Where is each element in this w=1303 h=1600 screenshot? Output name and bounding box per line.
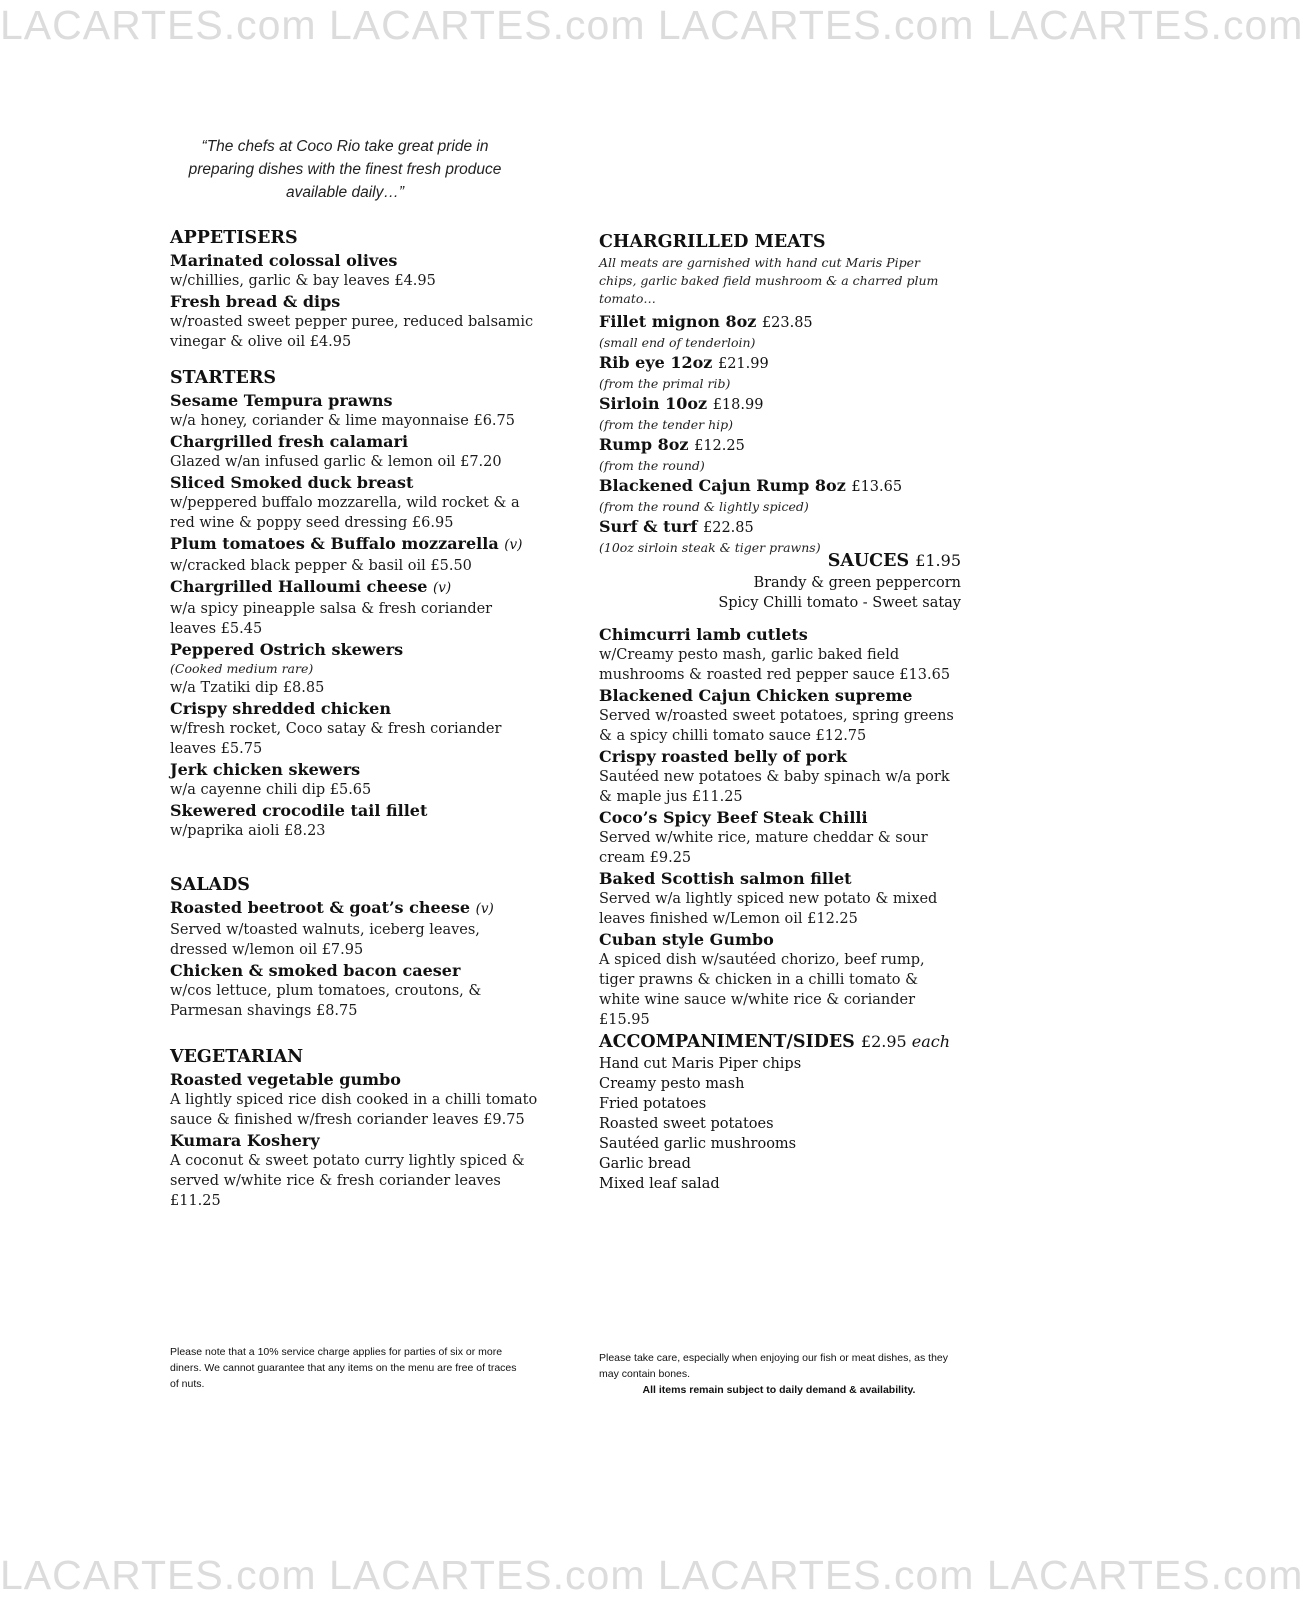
item-desc: A lightly spiced rice dish cooked in a chilli tomato sauce & finished w/fresh coriander leaves £9.75 xyxy=(170,1092,538,1128)
item-desc: Served w/roasted sweet potatoes, spring greens & a spicy chilli tomato sauce £12.75 xyxy=(599,708,954,744)
section-note: All meats are garnished with hand cut Maris Piper chips, garlic baked field mushroom & a charred plum tomato… xyxy=(599,255,939,306)
item-name-text: Roasted beetroot & goat’s cheese xyxy=(170,898,471,917)
section-title: SALADS xyxy=(170,875,250,895)
item-price: £13.65 xyxy=(851,479,903,495)
menu-item xyxy=(599,685,961,746)
item-desc: Served w/a lightly spiced new potato & mixed leaves finished w/Lemon oil £12.25 xyxy=(599,891,938,927)
item-desc: Served w/white rice, mature cheddar & sour cream £9.25 xyxy=(599,830,928,866)
item-subnote: (10oz sirloin steak & tiger prawns) xyxy=(599,540,821,555)
menu-item xyxy=(599,929,961,1030)
item-price: £22.85 xyxy=(703,520,754,536)
sides-price: £2.95 xyxy=(860,1032,907,1051)
item-name-text: Chicken & smoked bacon caeser xyxy=(170,961,461,980)
item-name: Crispy roasted belly of pork xyxy=(599,747,847,766)
item-subnote: (Cooked medium rare) xyxy=(170,661,314,676)
item-name xyxy=(599,516,961,539)
menu-item xyxy=(599,624,961,685)
item-desc: A coconut & sweet potato curry lightly spiced & served w/white rice & fresh coriander leaves £11.25 xyxy=(170,1153,525,1209)
side-item: Fried potatoes xyxy=(599,1096,707,1112)
side-item: Hand cut Maris Piper chips xyxy=(599,1056,802,1072)
menu-item xyxy=(170,431,540,472)
menu-item xyxy=(170,390,540,431)
item-name: Blackened Cajun Chicken supreme xyxy=(599,686,913,705)
menu-item xyxy=(170,897,540,960)
item-desc: w/chillies, garlic & bay leaves £4.95 xyxy=(170,273,436,289)
item-name xyxy=(599,352,961,375)
section-title: VEGETARIAN xyxy=(170,1047,304,1067)
side-item: Sautéed garlic mushrooms xyxy=(599,1136,797,1152)
item-name-text: Blackened Cajun Rump 8oz xyxy=(599,476,846,495)
item-desc: w/peppered buffalo mozzarella, wild rocket & a red wine & poppy seed dressing £6.95 xyxy=(170,495,520,531)
menu-item xyxy=(599,475,961,516)
item-name: Baked Scottish salmon fillet xyxy=(599,869,852,888)
appetisers-section xyxy=(170,226,540,352)
sides-each: each xyxy=(911,1032,951,1051)
item-name: Chimcurri lamb cutlets xyxy=(599,625,808,644)
item-desc: w/cracked black pepper & basil oil £5.50 xyxy=(170,558,472,574)
item-subnote: (from the primal rib) xyxy=(599,376,731,391)
salads-section xyxy=(170,873,540,1021)
section-title: CHARGRILLED MEATS xyxy=(599,232,826,252)
item-name xyxy=(170,639,540,660)
sauces-title: SAUCES xyxy=(827,551,910,571)
side-item: Garlic bread xyxy=(599,1156,691,1172)
item-name xyxy=(599,434,961,457)
sides-price-group xyxy=(861,1032,950,1051)
item-name xyxy=(599,311,961,334)
menu-item xyxy=(170,639,540,698)
item-name: Kumara Koshery xyxy=(170,1131,320,1150)
item-desc: w/Creamy pesto mash, garlic baked field mushrooms & roasted red pepper sauce £13.65 xyxy=(599,647,951,683)
item-name-text: Chargrilled Halloumi cheese xyxy=(170,577,428,596)
item-name xyxy=(170,759,540,780)
item-subnote: (from the tender hip) xyxy=(599,417,734,432)
item-name-text: Sesame Tempura prawns xyxy=(170,391,393,410)
item-name xyxy=(170,897,540,920)
item-name xyxy=(170,390,540,411)
footer-bones-note: Please take care, especially when enjoying our fish or meat dishes, as they may contain bones. xyxy=(599,1352,949,1380)
footer-availability-note: All items remain subject to daily demand & availability. xyxy=(642,1384,916,1396)
item-price: £12.25 xyxy=(694,438,745,454)
mains-section xyxy=(599,624,961,1030)
item-subnote: (from the round) xyxy=(599,458,705,473)
item-desc: w/a spicy pineapple salsa & fresh coriander leaves £5.45 xyxy=(170,601,493,637)
chargrilled-meats-section xyxy=(599,230,961,557)
item-name xyxy=(170,576,540,599)
menu-item xyxy=(170,250,540,291)
item-name: Cuban style Gumbo xyxy=(599,930,774,949)
item-name-text: Rump 8oz xyxy=(599,435,689,454)
menu-item xyxy=(170,576,540,639)
item-name-text: Crispy shredded chicken xyxy=(170,699,391,718)
menu-item xyxy=(170,533,540,576)
menu-item xyxy=(170,800,540,841)
item-desc: w/roasted sweet pepper puree, reduced balsamic vinegar & olive oil £4.95 xyxy=(170,314,534,350)
item-desc: w/a honey, coriander & lime mayonnaise £6.75 xyxy=(170,413,515,429)
menu-item xyxy=(599,434,961,475)
sauces-price: £1.95 xyxy=(915,551,961,570)
chef-quote: “The chefs at Coco Rio take great pride in preparing dishes with the finest fresh produce available daily…” xyxy=(188,138,502,201)
item-name-text: Fillet mignon 8oz xyxy=(599,312,757,331)
item-desc: w/cos lettuce, plum tomatoes, croutons, & Parmesan shavings £8.75 xyxy=(170,983,482,1019)
item-name xyxy=(599,475,961,498)
menu-item xyxy=(599,393,961,434)
item-price: £23.85 xyxy=(761,315,813,331)
side-item: Creamy pesto mash xyxy=(599,1076,745,1092)
item-name-text: Sirloin 10oz xyxy=(599,394,708,413)
item-name xyxy=(170,472,540,493)
item-desc: Sautéed new potatoes & baby spinach w/a pork & maple jus £11.25 xyxy=(599,769,950,805)
item-desc: w/paprika aioli £8.23 xyxy=(170,823,326,839)
starters-section xyxy=(170,366,540,841)
watermark-bottom: LACARTES.com LACARTES.com LACARTES.com LACARTES.com xyxy=(0,1552,1303,1598)
item-desc: Glazed w/an infused garlic & lemon oil £7.20 xyxy=(170,454,502,470)
menu-item xyxy=(170,1130,540,1211)
item-name: Marinated colossal olives xyxy=(170,251,398,270)
watermark-top: LACARTES.com LACARTES.com LACARTES.com LACARTES.com xyxy=(0,2,1303,48)
menu-item xyxy=(599,746,961,807)
menu-item xyxy=(170,960,540,1021)
item-name xyxy=(170,698,540,719)
side-item: Roasted sweet potatoes xyxy=(599,1116,774,1132)
item-name: Coco’s Spicy Beef Steak Chilli xyxy=(599,808,868,827)
side-item: Mixed leaf salad xyxy=(599,1176,720,1192)
sides-title: ACCOMPANIMENT/SIDES xyxy=(599,1032,855,1052)
footer-service-note: Please note that a 10% service charge applies for parties of six or more diners. We cannot guarantee that any items on the menu are free of traces of nuts. xyxy=(170,1346,517,1390)
veg-marker: (v) xyxy=(475,901,494,917)
menu-item xyxy=(170,759,540,800)
item-price: £18.99 xyxy=(712,397,764,413)
menu-item xyxy=(599,352,961,393)
menu-item xyxy=(170,472,540,533)
item-price: £21.99 xyxy=(717,356,769,372)
item-name-text: Jerk chicken skewers xyxy=(170,760,361,779)
vegetarian-section xyxy=(170,1045,540,1211)
item-desc: Served w/toasted walnuts, iceberg leaves, dressed w/lemon oil £7.95 xyxy=(170,922,480,958)
section-title: APPETISERS xyxy=(170,228,298,248)
section-title xyxy=(599,549,961,573)
veg-marker: (v) xyxy=(432,580,452,596)
item-subnote: (small end of tenderloin) xyxy=(599,335,756,350)
menu-item xyxy=(599,311,961,352)
item-desc: w/a Tzatiki dip £8.85 xyxy=(170,680,325,696)
item-name xyxy=(170,533,540,556)
section-title: STARTERS xyxy=(170,368,277,388)
item-name xyxy=(170,800,540,821)
item-name-text: Plum tomatoes & Buffalo mozzarella xyxy=(170,534,499,553)
item-name: Fresh bread & dips xyxy=(170,292,341,311)
sauce-line: Spicy Chilli tomato - Sweet satay xyxy=(718,595,961,611)
section-title xyxy=(599,1030,961,1054)
item-name-text: Surf & turf xyxy=(599,517,698,536)
item-desc: w/fresh rocket, Coco satay & fresh coriander leaves £5.75 xyxy=(170,721,502,757)
veg-marker: (v) xyxy=(504,537,523,553)
item-name-text: Peppered Ostrich skewers xyxy=(170,640,404,659)
sauces-section xyxy=(599,549,961,613)
item-name xyxy=(170,431,540,452)
menu-item xyxy=(599,807,961,868)
item-name xyxy=(599,393,961,416)
item-name: Roasted vegetable gumbo xyxy=(170,1070,401,1089)
item-desc: A spiced dish w/sautéed chorizo, beef rump, tiger prawns & chicken in a chilli tomato & white wine sauce w/white rice & coriander £15.95 xyxy=(599,952,925,1028)
footer-care-note xyxy=(599,1350,959,1398)
menu-item xyxy=(599,868,961,929)
sauce-line: Brandy & green peppercorn xyxy=(753,575,961,591)
item-name xyxy=(170,960,540,981)
menu-item xyxy=(170,291,540,352)
item-name-text: Skewered crocodile tail fillet xyxy=(170,801,428,820)
item-name-text: Rib eye 12oz xyxy=(599,353,713,372)
sides-section xyxy=(599,1030,961,1194)
item-subnote: (from the round & lightly spiced) xyxy=(599,499,809,514)
item-name-text: Chargrilled fresh calamari xyxy=(170,432,409,451)
item-name-text: Sliced Smoked duck breast xyxy=(170,473,414,492)
item-desc: w/a cayenne chili dip £5.65 xyxy=(170,782,372,798)
menu-item xyxy=(170,1069,540,1130)
menu-item xyxy=(170,698,540,759)
